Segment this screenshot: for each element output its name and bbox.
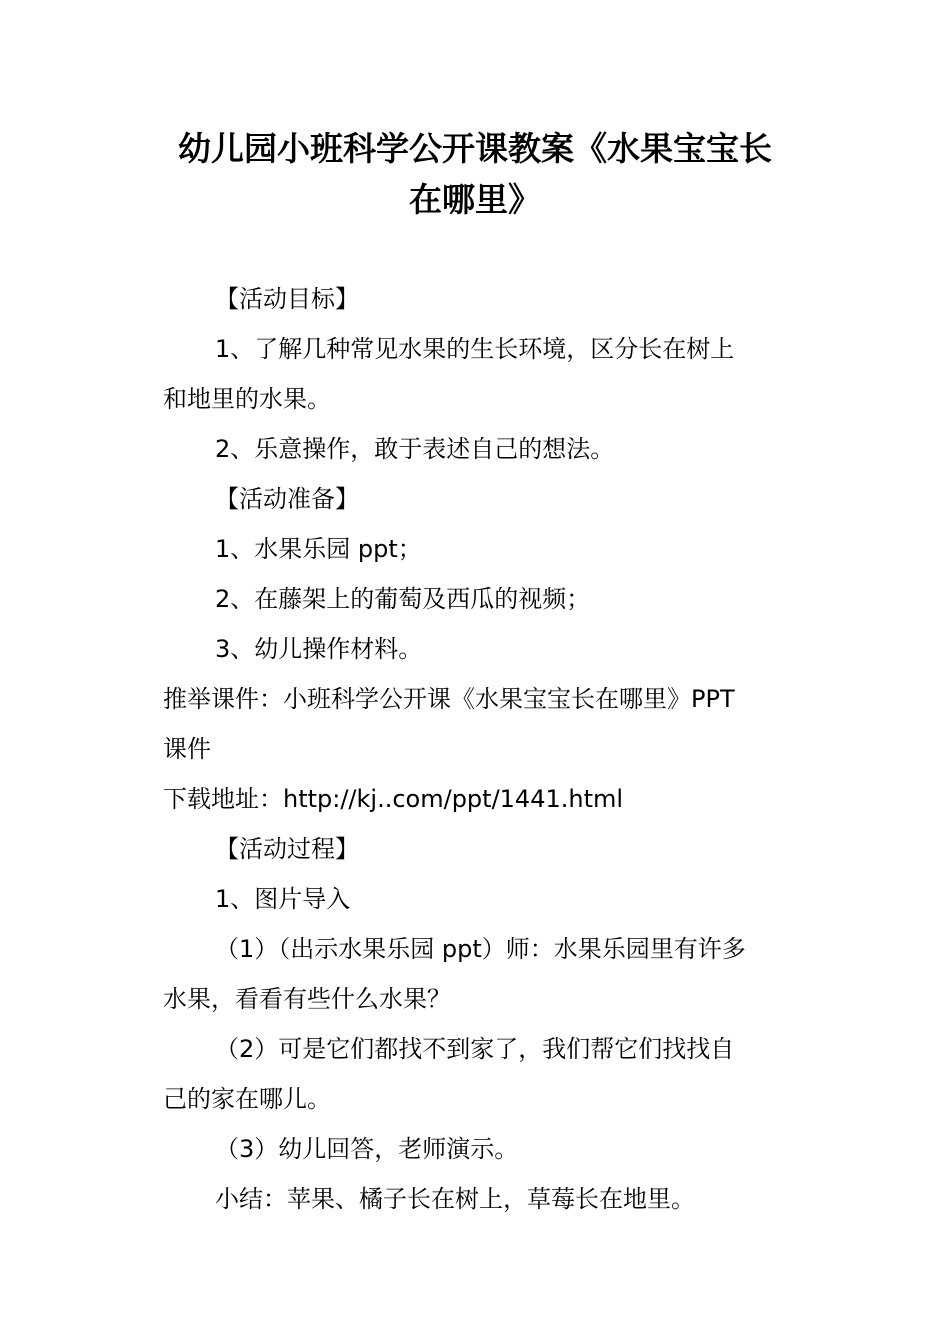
document-title-line-2: 在哪里》 (409, 180, 541, 219)
paragraph-process-1: 1、图片导入 (215, 885, 351, 913)
recommended-courseware: 推举课件：小班科学公开课《水果宝宝长在哪里》PPT (163, 685, 735, 713)
download-link[interactable]: 下载地址：http://kj..com/ppt/1441.html (163, 785, 624, 813)
section-heading-preparation: 【活动准备】 (215, 485, 359, 513)
paragraph-summary: 小结：苹果、橘子长在树上，草莓长在地里。 (215, 1185, 695, 1213)
paragraph-process-1-2-cont: 己的家在哪儿。 (163, 1085, 331, 1113)
paragraph-process-1-2: （2）可是它们都找不到家了，我们帮它们找找自 (215, 1035, 735, 1063)
recommended-courseware-cont: 课件 (163, 735, 211, 763)
paragraph-goal-1-cont: 和地里的水果。 (163, 385, 331, 413)
paragraph-goal-2: 2、乐意操作，敢于表述自己的想法。 (215, 435, 615, 463)
paragraph-prep-1: 1、水果乐园 ppt； (215, 535, 422, 563)
paragraph-prep-3: 3、幼儿操作材料。 (215, 635, 423, 663)
paragraph-process-1-1: （1）（出示水果乐园 ppt）师：水果乐园里有许多 (215, 935, 746, 963)
document-title-line-1: 幼儿园小班科学公开课教案《水果宝宝长 (178, 129, 772, 168)
paragraph-goal-1: 1、了解几种常见水果的生长环境，区分长在树上 (215, 335, 735, 363)
paragraph-process-1-1-cont: 水果，看看有些什么水果？ (163, 985, 451, 1013)
section-heading-goals: 【活动目标】 (215, 285, 359, 313)
paragraph-process-1-3: （3）幼儿回答，老师演示。 (215, 1135, 519, 1163)
section-heading-process: 【活动过程】 (215, 835, 359, 863)
paragraph-prep-2: 2、在藤架上的葡萄及西瓜的视频； (215, 585, 591, 613)
